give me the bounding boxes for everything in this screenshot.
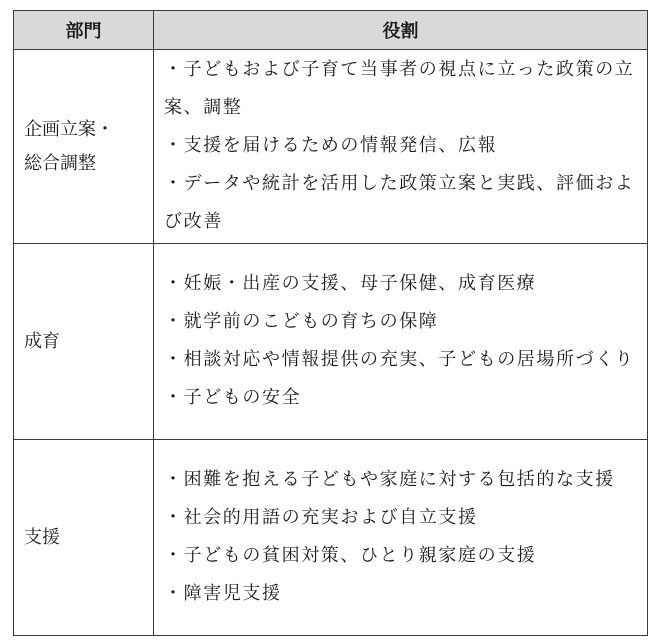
role-item: ・データや統計を活用した政策立案と実践、評価および改善 — [164, 172, 635, 232]
role-cell — [154, 50, 648, 244]
header-department: 部門 — [14, 11, 154, 50]
role-item: ・相談対応や情報提供の充実、子どもの居場所づくり — [164, 348, 635, 370]
role-item: ・子どもの安全 — [164, 386, 302, 408]
role-item: ・就学前のこどもの育ちの保障 — [164, 310, 439, 332]
role-item: ・社会的用語の充実および自立支援 — [164, 506, 478, 528]
department-roles-table — [13, 10, 648, 636]
role-item: ・子どもおよび子育て当事者の視点に立った政策の立案、調整 — [164, 58, 635, 118]
role-item: ・支援を届けるための情報発信、広報 — [164, 134, 498, 156]
table-row — [14, 440, 648, 636]
table-header-row — [14, 11, 648, 50]
role-item: ・障害児支援 — [164, 582, 282, 604]
table-row — [14, 244, 648, 440]
role-item: ・妊娠・出産の支援、母子保健、成育医療 — [164, 272, 537, 294]
role-cell — [154, 440, 648, 636]
department-label-line: 総合調整 — [24, 152, 96, 174]
department-label-line: 支援 — [24, 526, 60, 548]
table-row — [14, 50, 648, 244]
department-cell — [14, 50, 154, 244]
department-label-line: 成育 — [24, 330, 60, 352]
department-cell — [14, 244, 154, 440]
role-item: ・困難を抱える子どもや家庭に対する包括的な支援 — [164, 468, 615, 490]
role-item: ・子どもの貧困対策、ひとり親家庭の支援 — [164, 544, 537, 566]
department-label-line: 企画立案・ — [24, 118, 114, 140]
role-cell — [154, 244, 648, 440]
department-cell — [14, 440, 154, 636]
header-role: 役割 — [154, 11, 648, 50]
